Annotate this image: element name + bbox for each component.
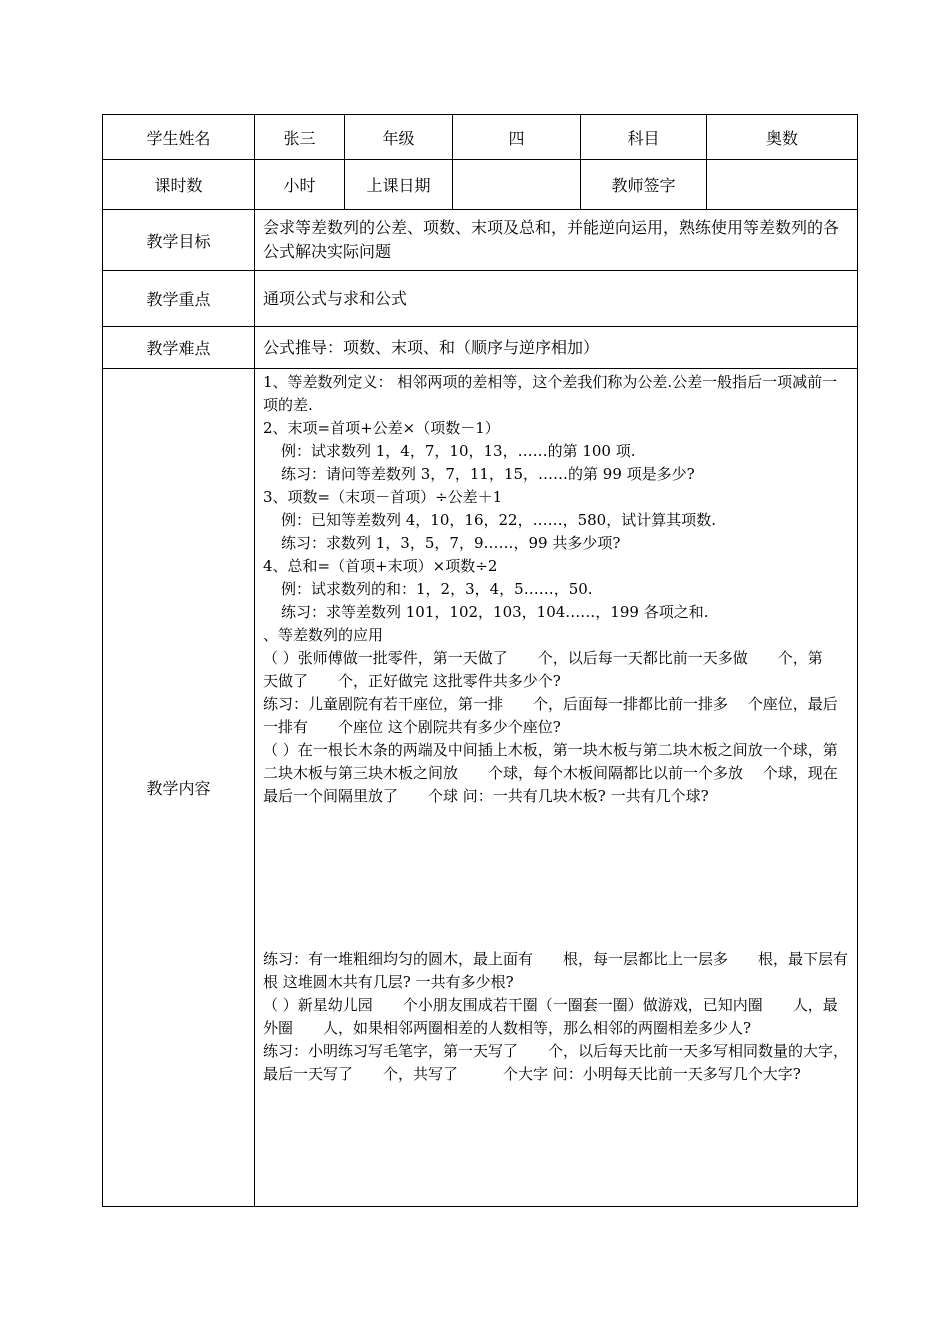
difficulty-row bbox=[103, 327, 858, 369]
focus-label: 教学重点 bbox=[103, 271, 255, 327]
lesson-plan-table bbox=[102, 114, 879, 1207]
content-line: 3、项数=（末项－首项）÷公差＋1 bbox=[263, 488, 503, 506]
content-line: 例：试求数列 1，4，7，10，13，……的第 100 项. bbox=[281, 442, 636, 460]
content-row bbox=[103, 369, 858, 1207]
date-value bbox=[453, 160, 581, 210]
content-label: 教学内容 bbox=[103, 369, 255, 1207]
difficulty-label: 教学难点 bbox=[103, 327, 255, 369]
content-line: 2、末项=首项+公差×（项数－1） bbox=[263, 419, 500, 437]
content-line: 4、总和=（首项+末项）×项数÷2 bbox=[263, 557, 498, 575]
content-line: 练习：请问等差数列 3，7，11，15，……的第 99 项是多少? bbox=[281, 465, 695, 483]
date-label: 上课日期 bbox=[345, 160, 453, 210]
subject-value: 奥数 bbox=[707, 115, 858, 160]
student-name-label: 学生姓名 bbox=[103, 115, 255, 160]
content-line: 、等差数列的应用 bbox=[263, 626, 384, 644]
focus-text: 通项公式与求和公式 bbox=[255, 271, 858, 327]
hours-value: 小时 bbox=[255, 160, 345, 210]
info-row-2 bbox=[103, 160, 858, 210]
content-line: （ ）张师傅做一批零件，第一天做了 个，以后每一天都比前一天多做 个，第 天做了 个，正好做完 这批零件共多少个? bbox=[263, 649, 853, 690]
grade-value: 四 bbox=[453, 115, 581, 160]
difficulty-text: 公式推导：项数、末项、和（顺序与逆序相加） bbox=[255, 327, 858, 369]
content-spacer bbox=[263, 808, 849, 948]
content-line: 1、等差数列定义： 相邻两项的差相等，这个差我们称为公差.公差一般指后一项减前一项的差. bbox=[263, 373, 838, 414]
goal-label: 教学目标 bbox=[103, 210, 255, 271]
teacher-sign-label: 教师签字 bbox=[581, 160, 707, 210]
content-line: 例：试求数列的和：1，2，3，4，5……，50. bbox=[281, 580, 593, 598]
content-line: （ ）在一根长木条的两端及中间插上木板，第一块木板与第二块木板之间放一个球，第二块木板与第三块木板之间放 个球，每个木板间隔都比以前一个多放 个球，现在最后一个间隔里放了 个球 问：一共有几块木板? 一共有几个球? bbox=[263, 741, 838, 805]
content-line: （ ）新星幼儿园 个小朋友围成若干圈（一圈套一圈）做游戏，已知内圈 人，最外圈 人，如果相邻两圈相差的人数相等，那么相邻的两圈相差多少人? bbox=[263, 996, 838, 1037]
subject-label: 科目 bbox=[581, 115, 707, 160]
content-line: 练习：小明练习写毛笔字，第一天写了 个，以后每天比前一天多写相同数量的大字，最后一天写了 个，共写了 个大字 问：小明每天比前一天多写几个大字? bbox=[263, 1042, 849, 1083]
content-line: 练习：求等差数列 101，102，103，104……，199 各项之和. bbox=[281, 603, 709, 621]
focus-row bbox=[103, 271, 858, 327]
content-line: 例：已知等差数列 4，10，16，22，……，580，试计算其项数. bbox=[281, 511, 716, 529]
goal-row bbox=[103, 210, 858, 271]
grade-label: 年级 bbox=[345, 115, 453, 160]
info-row-1 bbox=[103, 115, 858, 160]
hours-label: 课时数 bbox=[103, 160, 255, 210]
content-line: 练习：求数列 1，3，5，7，9……，99 共多少项? bbox=[281, 534, 621, 552]
student-name-value: 张三 bbox=[255, 115, 345, 160]
content-line: 练习：有一堆粗细均匀的圆木，最上面有 根，每一层都比上一层多 根，最下层有 根 这堆圆木共有几层? 一共有多少根? bbox=[263, 950, 879, 991]
content-body bbox=[255, 369, 879, 1207]
content-line: 练习：儿童剧院有若干座位，第一排 个，后面每一排都比前一排多 个座位，最后一排有 个座位 这个剧院共有多少个座位? bbox=[263, 695, 838, 736]
goal-text: 会求等差数列的公差、项数、末项及总和，并能逆向运用，熟练使用等差数列的各公式解决实际问题 bbox=[255, 210, 858, 271]
teacher-sign-value bbox=[707, 160, 858, 210]
